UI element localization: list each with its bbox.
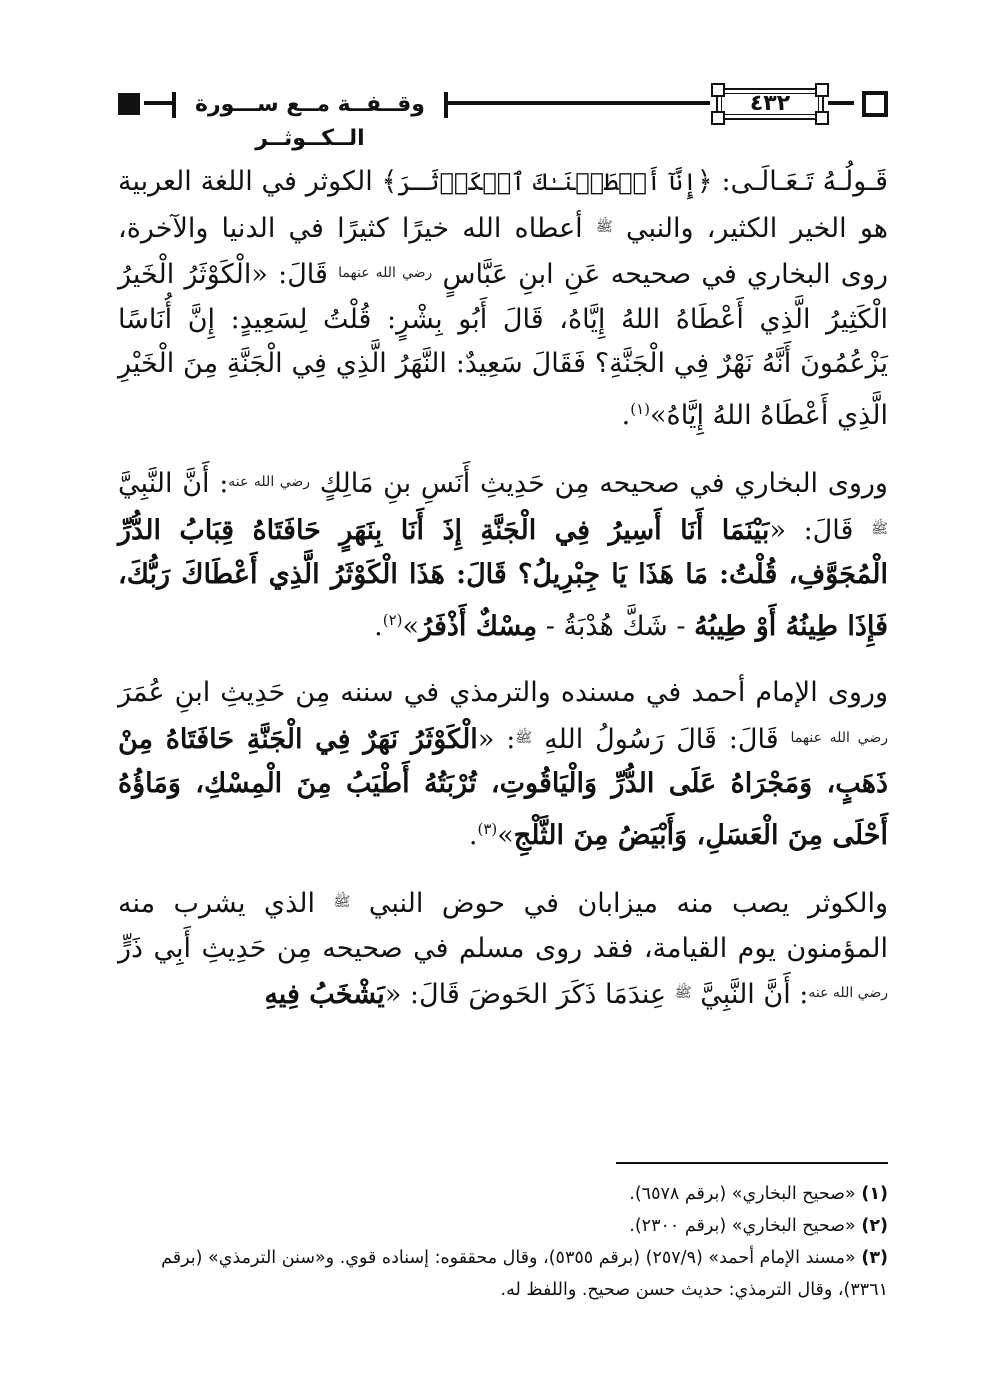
page-number-frame [716,88,824,120]
paragraph-anas-hadith [118,460,888,649]
text-run: وروى الإمام أحمد في مسنده والترمذي في سننه مِن حَدِيثِ ابنِ عُمَرَ [118,677,888,708]
honorific-ligature: رضي الله عنهما [338,265,433,281]
footnote [118,1178,888,1210]
text-run: أعطاه الله خيرًا كثيرًا في الدنيا والآخرة، روى البخاري في صحيحه عَنِ ابنِ عَبَّاسٍ [118,212,889,290]
footnote-separator [616,1162,888,1164]
footnote-number: (٢) [861,1216,888,1236]
hadith-quote-bold: الْكَوْثَرُ نَهَرٌ فِي الْجَنَّةِ حَافَتَاهُ مِنْ ذَهَبٍ، وَمَجْرَاهُ عَلَى الدُّرِّ وَالْيَاقُوتِ، تُرْبَتُهُ أَطْيَبُ مِنَ الْمِسْكِ، وَمَاؤُهُ أَحْلَى مِنَ الْعَسَلِ، وَأَبْيَضُ مِنَ الثَّلْجِ [118,723,888,851]
header-square-ornament-right [862,91,888,117]
header-square-ornament-left [118,93,140,115]
hadith-quote-bold: مِسْكٌ أَذْفَرُ [419,610,538,642]
hadith-quote: قَالَ: «الْكَوْثَرُ الْخَيرُ الْكَثِيرُ الَّذِي أَعْطَاهُ اللهُ إِيَّاهُ، قَالَ أَبُو بِشْرٍ: قُلْتُ لِسَعِيدٍ: إِنَّ أُنَاسًا يَزْعُمُونَ أَنَّهُ نَهْرٌ فِي الْجَنَّةِ؟ فَقَالَ سَعِيدٌ: النَّهَرُ الَّذِي فِي الْجَنَّةِ مِنَ الْخَيْرِ الَّذِي أَعْطَاهُ اللهُ إِيَّاهُ» [118,259,888,431]
footnote-text: «صحيح البخاري» (برقم ٢٣٠٠). [629,1216,856,1236]
paragraph-hawd [118,880,888,1018]
text-run: قَالَ: « [769,514,854,546]
honorific-ligature: ﷺ [674,985,692,1001]
footnote-ref[interactable]: (٣) [477,819,498,838]
paragraph-kawthar-meaning [118,160,888,438]
text-run: قَـولُـهُ تَـعَـالَـى: ﴿ [696,166,888,197]
text-run: » [497,819,514,851]
text-run: . [374,610,383,642]
header-rule [144,101,172,105]
hadith-quote-bold: بَيْنَمَا أَنَا أَسِيرُ فِي الْجَنَّةِ إِذَ أَنَا بِنَهَرٍ حَافَتَاهُ قِبَابُ الدُّرِّ الْمُجَوَّفِ، قُلْتُ: مَا هَذَا يَا جِبْرِيلُ؟ قَالَ: هَذَا الْكَوْثَرُ الَّذِي أَعْطَاكَ رَبُّكَ، فَإِذَا طِينُهُ أَوْ طِيبُهُ [118,514,888,642]
running-title: وقــفــة مــع ســـورة الــكــوثــر [195,92,425,151]
honorific-ligature: ﷺ [515,729,533,746]
text-run: قَالَ: قَالَ رَسُولُ اللهِ [544,723,779,755]
text-run: : أَنَّ النَّبِيَّ [700,979,809,1010]
footnote [118,1242,888,1306]
text-run: والكوثر يصب منه ميزابان في حوض النبي [368,888,888,919]
text-run: . [621,399,631,431]
header-rule [448,101,710,105]
footnote-text: «صحيح البخاري» (برقم ٦٥٧٨). [629,1184,856,1204]
text-run: : أَنَّ النَّبِيَّ [118,468,229,499]
header-divider [444,92,448,118]
main-text [118,160,888,1040]
honorific-ligature: ﷺ [595,218,613,235]
text-run: الذي يشرب منه المؤمنون يوم القيامة، فقد روى مسلم في صحيحه مِن حَدِيثِ أَبِي ذَرٍّ [118,888,888,964]
header-rule [828,101,854,105]
footnote-number: (١) [861,1184,888,1204]
footnotes [118,1178,888,1306]
text-run: ﴾ الكوثر في اللغة العربية هو الخير الكثير، والنبي [118,166,888,244]
text-run: عِندَمَا ذَكَرَ الحَوضَ قَالَ: « [384,979,667,1010]
honorific-ligature: رضي الله عنه [808,985,888,1001]
honorific-ligature: رضي الله عنه [228,474,311,490]
header-divider [172,92,176,118]
page-header [118,88,888,151]
footnote-ref[interactable]: (٢) [382,610,403,629]
honorific-ligature: رضي الله عنهما [790,729,888,746]
footnote-ref[interactable]: (١) [630,399,651,418]
footnote-text: «مسند الإمام أحمد» (٢٥٧/٩) (برقم ٥٣٥٥)، وقال محققوه: إسناده قوي. و«سنن الترمذي» (برقم ٣٣٦١)، وقال الترمذي: حديث حسن صحيح. واللفظ له. [161,1248,888,1300]
text-run: : « [477,723,516,755]
page-number: ٤٣٢ [749,91,791,116]
text-run: » [402,610,420,642]
footnote-number: (٣) [861,1248,888,1268]
honorific-ligature: ﷺ [871,520,888,537]
hadith-quote-bold: يَشْخَبُ فِيهِ [264,979,385,1010]
text-run: - شَكَّ هُدْبَةُ - [545,610,686,642]
quran-verse: إِنَّآ أَعۡطَيۡنَـٰكَ ٱلۡكَوۡثَـرَ [397,168,697,196]
text-run: . [468,819,478,851]
footnote [118,1210,888,1242]
text-run: وروى البخاري في صحيحه مِن حَدِيثِ أَنَسِ بنِ مَالِكٍ [319,468,888,499]
honorific-ligature: ﷺ [333,894,351,910]
paragraph-ibn-umar-hadith [118,671,888,858]
